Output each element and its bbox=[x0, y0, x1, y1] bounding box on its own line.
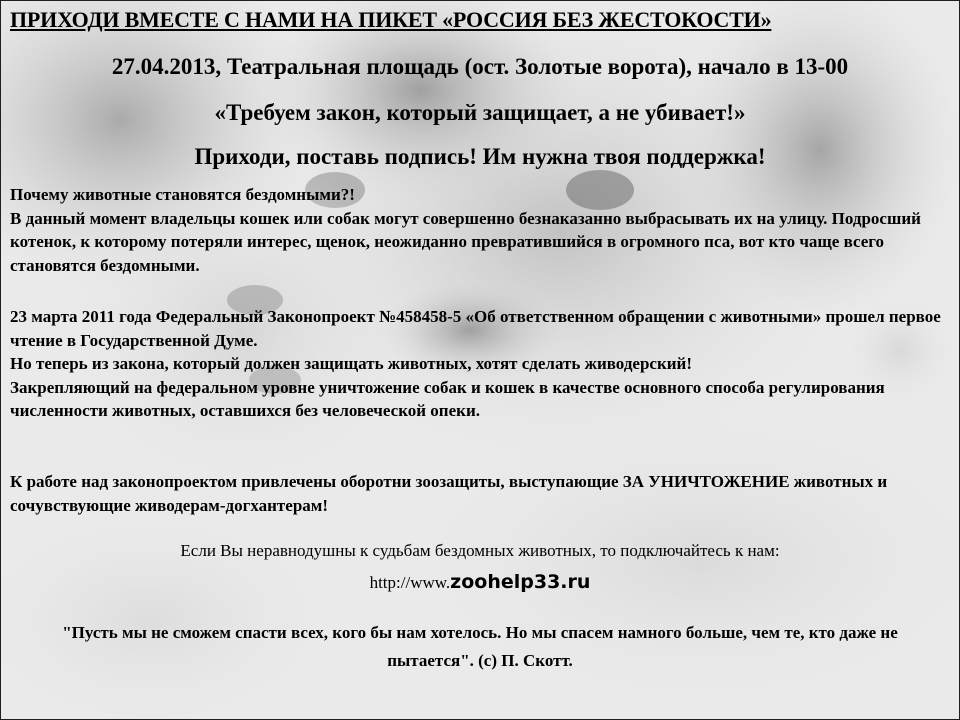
law-line-2: Но теперь из закона, который должен защищать животных, хотят сделать живодерский! bbox=[10, 354, 693, 373]
website-prefix: http://www. bbox=[369, 573, 451, 592]
website-link[interactable] bbox=[0, 571, 960, 593]
team-section: К работе над законопроектом привлечены оборотни зоозащиты, выступающие ЗА УНИЧТОЖЕНИЕ животных и сочувствующие живодерам-догхантерам! bbox=[10, 472, 888, 515]
law-line-1: 23 марта 2011 года Федеральный Законопроект №458458-5 «Об ответственном обращении с животными» прошел первое чтение в Государственной Думе. bbox=[10, 307, 941, 350]
why-text: В данный момент владельцы кошек или собак могут совершенно безнаказанно выбрасывать их на улицу. Подросший котенок, к которому потеряли интерес, щенок, неожиданно превратившийся в огромного пса, вот кто чаще всего становятся бездомными. bbox=[10, 208, 921, 275]
call-to-action: Приходи, поставь подпись! Им нужна твоя поддержка! bbox=[194, 144, 766, 169]
event-details: 27.04.2013, Театральная площадь (ост. Золотые ворота), начало в 13-00 bbox=[111, 54, 849, 79]
quote: "Пусть мы не сможем спасти всех, кого бы нам хотелось. Но мы спасем намного больше, чем те, кто даже не пытается". (c) П. Скотт. bbox=[62, 623, 898, 670]
law-section bbox=[10, 305, 950, 423]
poster-title: ПРИХОДИ ВМЕСТЕ С НАМИ НА ПИКЕТ «РОССИЯ БЕЗ ЖЕСТОКОСТИ» bbox=[10, 7, 772, 32]
join-text: Если Вы неравнодушны к судьбам бездомных животных, то подключайтесь к нам: bbox=[180, 541, 780, 560]
law-line-3: Закрепляющий на федеральном уровне уничтожение собак и кошек в качестве основного способа регулирования численности животных, оставшихся без человеческой опеки. bbox=[10, 377, 885, 420]
slogan: «Требуем закон, который защищает, а не убивает!» bbox=[214, 100, 746, 125]
why-heading: Почему животные становятся бездомными?! bbox=[10, 185, 355, 204]
why-section bbox=[10, 183, 950, 277]
website-domain: zoohelp33.ru bbox=[450, 571, 591, 593]
